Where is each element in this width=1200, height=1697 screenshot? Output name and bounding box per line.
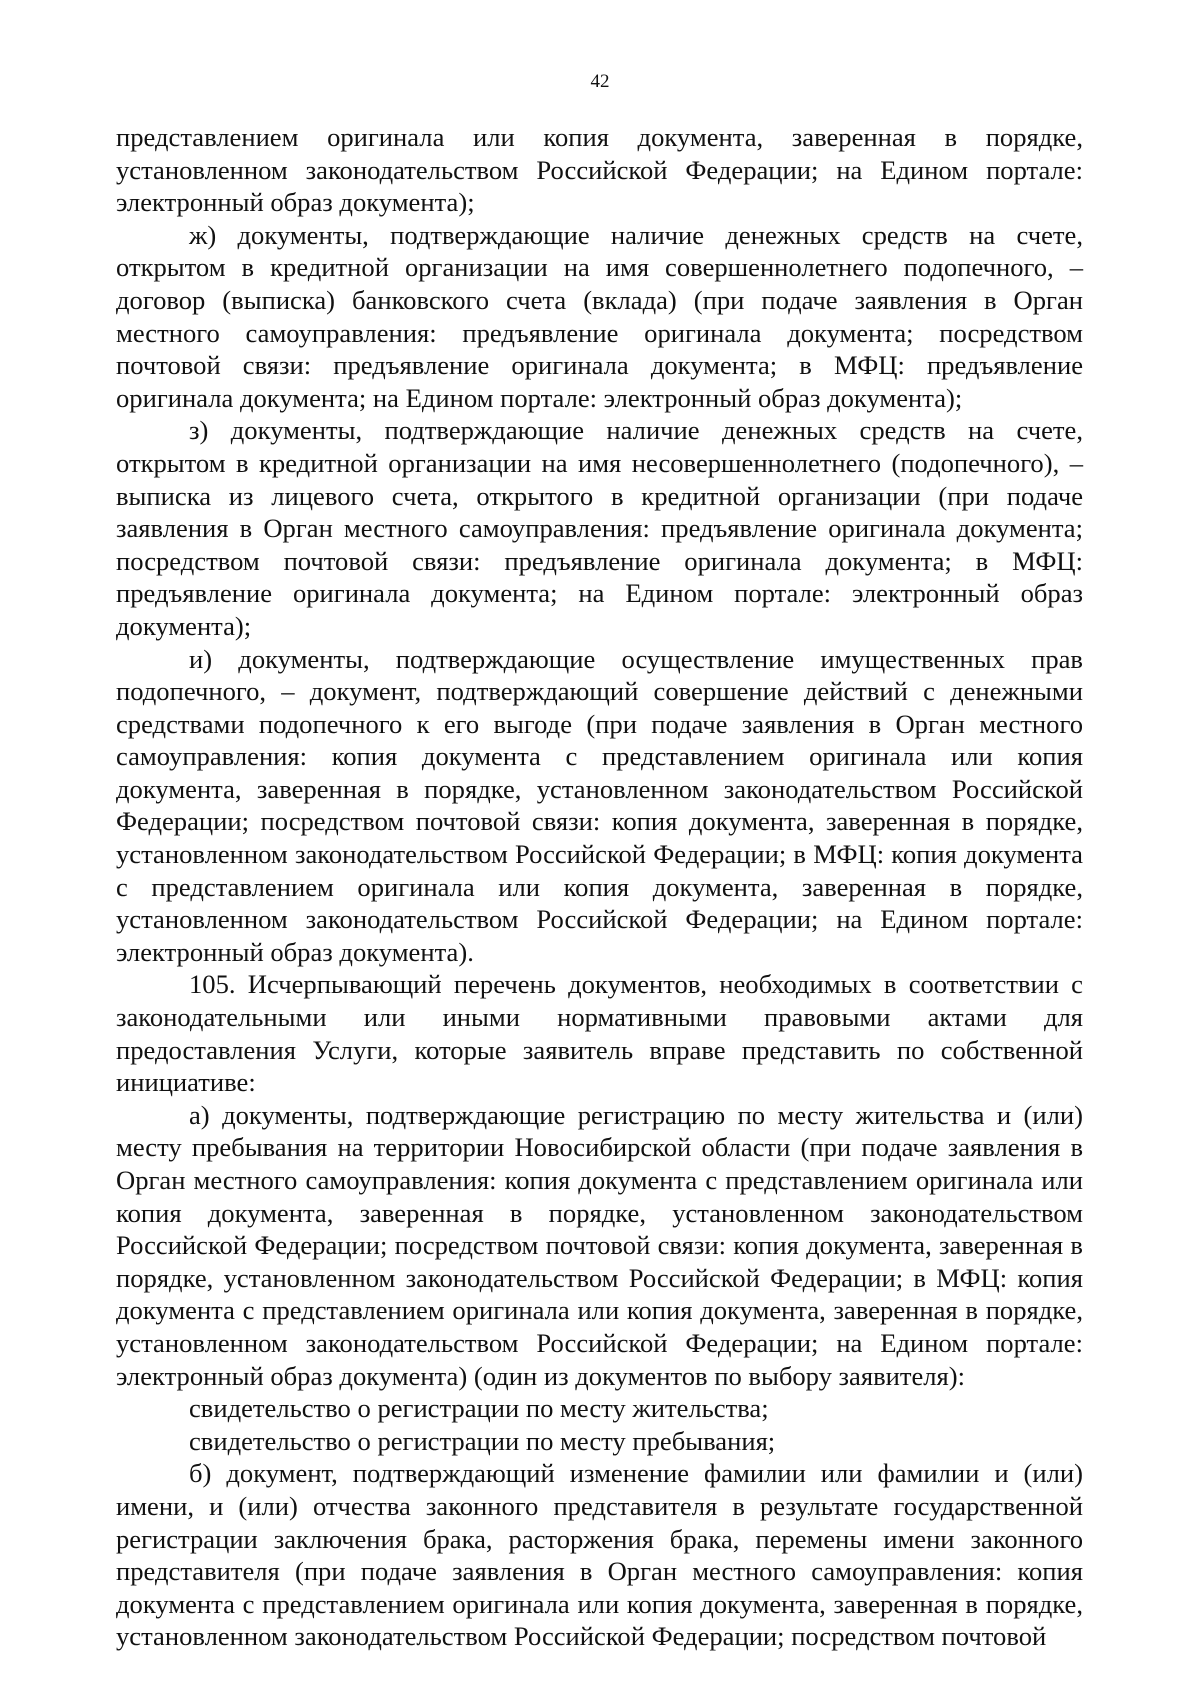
paragraph-item-z: з) документы, подтверждающие наличие денежных средств на счете, открытом в кредитной организации на имя несовершеннолетнего (подопечного), – выписка из лицевого счета, открытого в кредитной организации (при подаче заявления в Орган местного самоуправления: предъявление оригинала документа; посредством почтовой связи: предъявление оригинала документа; в МФЦ: предъявление оригинала документа; на Едином портале: электронный образ документа);: [116, 415, 1083, 641]
paragraph-item-i: и) документы, подтверждающие осуществление имущественных прав подопечного, – документ, подтверждающий совершение действий с денежными средствами подопечного к его выгоде (при подаче заявления в Орган местного самоуправления: копия документа с представлением оригинала или копия документа, заверенная в порядке, установленном законодательством Российской Федерации; посредством почтовой связи: копия документа, заверенная в порядке, установленном законодательством Российской Федерации; в МФЦ: копия документа с представлением оригинала или копия документа, заверенная в порядке, установленном законодательством Российской Федерации; на Едином портале: электронный образ документа).: [116, 643, 1083, 967]
list-item-residence-certificate: свидетельство о регистрации по месту жительства;: [189, 1393, 769, 1424]
paragraph-item-a: а) документы, подтверждающие регистрацию по месту жительства и (или) месту пребывания на территории Новосибирской области (при подаче заявления в Орган местного самоуправления: копия документа с представлением оригинала или копия документа, заверенная в порядке, установленном законодательством Российской Федерации; посредством почтовой связи: копия документа, заверенная в порядке, установленном законодательством Российской Федерации; в МФЦ: копия документа с представлением оригинала или копия документа, заверенная в порядке, установленном законодательством Российской Федерации; на Едином портале: электронный образ документа) (один из документов по выбору заявителя):: [116, 1099, 1083, 1391]
paragraph-continuation: представлением оригинала или копия документа, заверенная в порядке, установленном законодательством Российской Федерации; на Едином портале: электронный образ документа);: [116, 122, 1083, 218]
page-number: 42: [590, 71, 610, 92]
document-body: [116, 121, 1083, 1653]
list-item-stay-certificate: свидетельство о регистрации по месту пребывания;: [189, 1425, 776, 1456]
paragraph-clause-105: 105. Исчерпывающий перечень документов, необходимых в соответствии с законодательными или иными нормативными правовыми актами для предоставления Услуги, которые заявитель вправе представить по собственной инициативе:: [116, 969, 1083, 1098]
paragraph-item-b: б) документ, подтверждающий изменение фамилии или фамилии и (или) имени, и (или) отчества законного представителя в результате государственной регистрации заключения брака, расторжения брака, перемены имени законного представителя (при подаче заявления в Орган местного самоуправления: копия документа с представлением оригинала или копия документа, заверенная в порядке, установленном законодательством Российской Федерации; посредством почтовой: [116, 1458, 1083, 1652]
paragraph-item-zh: ж) документы, подтверждающие наличие денежных средств на счете, открытом в кредитной организации на имя совершеннолетнего подопечного, – договор (выписка) банковского счета (вклада) (при подаче заявления в Орган местного самоуправления: предъявление оригинала документа; посредством почтовой связи: предъявление оригинала документа; в МФЦ: предъявление оригинала документа; на Едином портале: электронный образ документа);: [116, 219, 1083, 413]
